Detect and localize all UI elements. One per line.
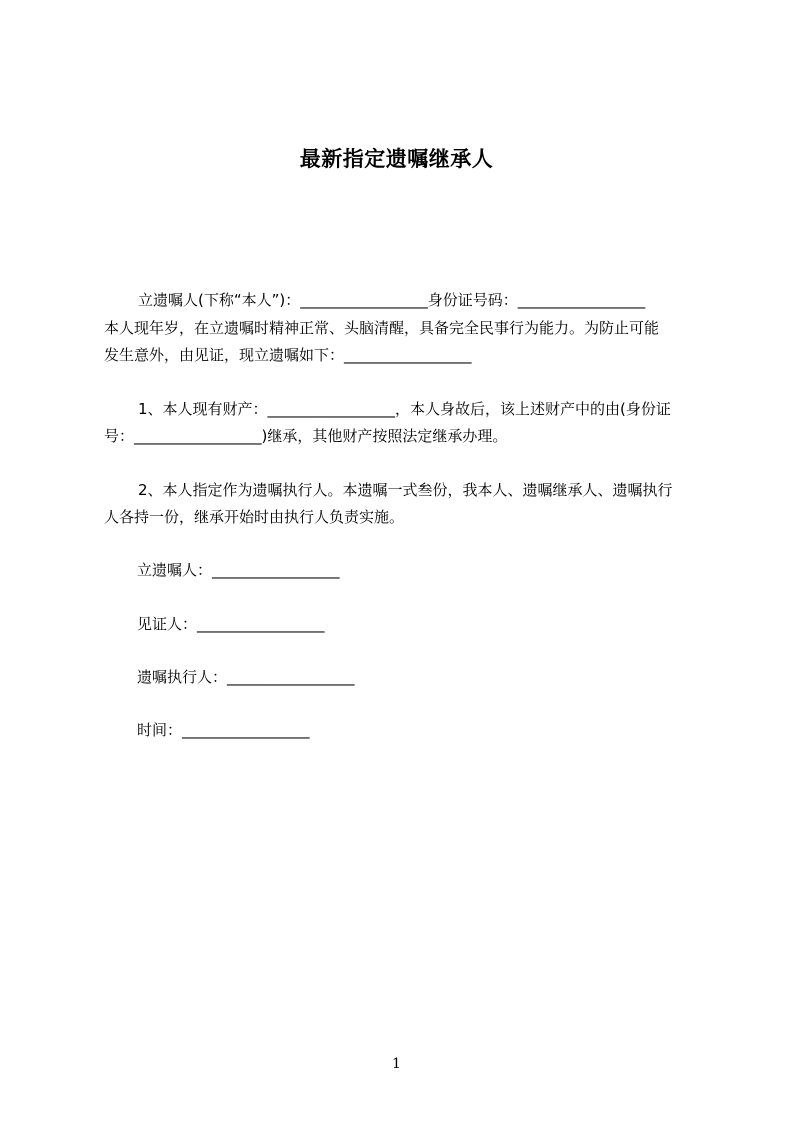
clause-2-line-2: 人各持一份，继承开始时由执行人负责实施。 bbox=[104, 508, 405, 526]
testator-signature-line: 立遗嘱人：_________________ bbox=[137, 561, 340, 579]
clause-1-line-2: 号：_________________)继承，其他财产按照法定继承办理。 bbox=[104, 427, 508, 445]
clause-2-line-1: 2、本人指定作为遗嘱执行人。本遗嘱一式叁份，我本人、遗嘱继承人、遗嘱执行 bbox=[138, 481, 673, 499]
clause-1-line-1: 1、本人现有财产：_________________，本人身故后，该上述财产中的由(身份证 bbox=[138, 400, 671, 418]
time-line: 时间：_________________ bbox=[137, 721, 310, 739]
intro-line-3: 发生意外，由见证，现立遗嘱如下：_________________ bbox=[104, 346, 472, 364]
intro-line-1: 立遗嘱人(下称“本人”)：_________________身份证号码：_________________ bbox=[138, 291, 646, 309]
executor-signature-line: 遗嘱执行人：_________________ bbox=[137, 668, 355, 686]
page-number: 1 bbox=[392, 1056, 401, 1072]
witness-signature-line: 见证人：_________________ bbox=[137, 615, 325, 633]
intro-line-2: 本人现年岁，在立遗嘱时精神正常、头脑清醒，具备完全民事行为能力。为防止可能 bbox=[104, 319, 660, 337]
document-title: 最新指定遗嘱继承人 bbox=[299, 147, 494, 171]
